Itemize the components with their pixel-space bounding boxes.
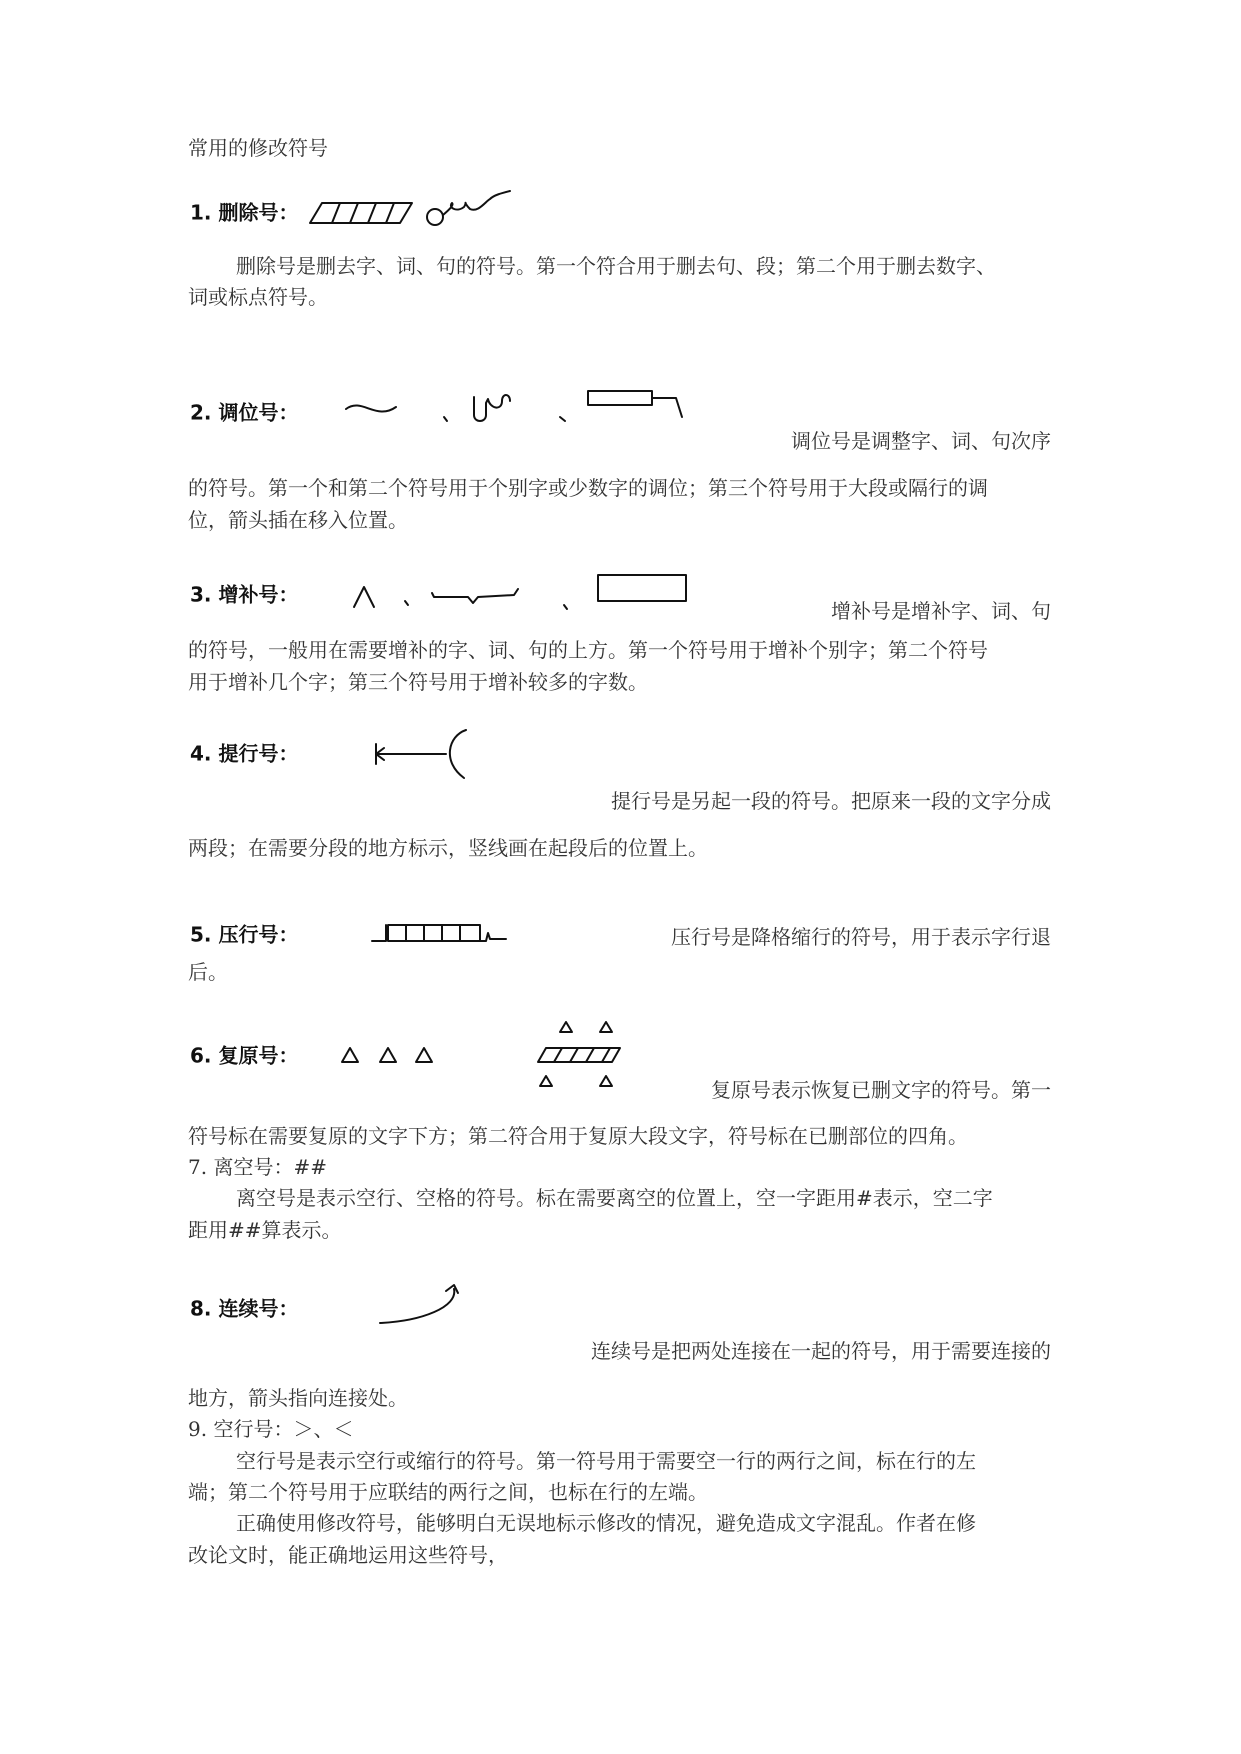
desc-line-space-1: 离空号是表示空行、空格的符号。标在需要离空的位置上，空一字距用#表示，空二字 — [236, 1186, 993, 1210]
symbol-label-delete: 1. 删除号： — [190, 200, 299, 225]
desc-line-delete-1: 删除号是删去字、词、句的符号。第一个符合用于删去句、段；第二个用于删去数字、 — [236, 254, 996, 278]
desc-line-indent-1: 压行号是降格缩行的符号，用于表示字行退 — [671, 925, 1051, 949]
desc-line-transpose-3: 位，箭头插在移入位置。 — [188, 508, 408, 532]
heading-blank-line-mark: 9. 空行号：＞、＜ — [188, 1417, 354, 1441]
symbol-figure-delete — [190, 181, 550, 241]
symbol-label-newline: 4. 提行号： — [190, 741, 299, 766]
desc-line-insert-2: 的符号，一般用在需要增补的字、词、句的上方。第一个符号用于增补个别字；第二个符号 — [188, 638, 988, 662]
restore-mark-icon — [190, 1010, 650, 1098]
delete-mark-icon — [190, 181, 550, 241]
symbol-figure-connect — [190, 1277, 490, 1337]
symbol-figure-insert — [190, 563, 710, 623]
desc-line-blank-line-2: 端；第二个符号用于应联结的两行之间，也标在行的左端。 — [188, 1480, 708, 1504]
desc-line-transpose-1: 调位号是调整字、词、句次序 — [791, 429, 1051, 453]
insert-mark-icon — [190, 563, 710, 623]
desc-line-insert-3: 用于增补几个字；第三个符号用于增补较多的字数。 — [188, 670, 648, 694]
desc-line-newline-1: 提行号是另起一段的符号。把原来一段的文字分成 — [611, 789, 1051, 813]
desc-line-restore-1: 复原号表示恢复已删文字的符号。第一 — [711, 1078, 1051, 1102]
symbol-label-insert: 3. 增补号： — [190, 582, 299, 607]
connect-mark-icon — [190, 1277, 490, 1337]
closing-line-2: 改论文时，能正确地运用这些符号， — [188, 1543, 508, 1567]
symbol-figure-transpose — [190, 381, 750, 441]
indent-mark-icon — [190, 903, 530, 963]
symbol-figure-restore — [190, 1010, 650, 1098]
page-title: 常用的修改符号 — [188, 136, 328, 160]
desc-line-space-2: 距用##算表示。 — [188, 1218, 342, 1242]
desc-line-connect-2: 地方，箭头指向连接处。 — [188, 1386, 408, 1410]
symbol-figure-newline — [190, 722, 490, 782]
desc-line-blank-line-1: 空行号是表示空行或缩行的符号。第一符号用于需要空一行的两行之间，标在行的左 — [236, 1449, 976, 1473]
heading-space-mark: 7. 离空号：## — [188, 1155, 327, 1179]
desc-line-insert-1: 增补号是增补字、词、句 — [831, 599, 1051, 623]
newline-mark-icon — [190, 722, 490, 782]
desc-line-transpose-2: 的符号。第一个和第二个符号用于个别字或少数字的调位；第三个符号用于大段或隔行的调 — [188, 476, 988, 500]
desc-line-delete-2: 词或标点符号。 — [188, 285, 328, 309]
symbol-label-indent: 5. 压行号： — [190, 922, 299, 947]
desc-line-connect-1: 连续号是把两处连接在一起的符号，用于需要连接的 — [591, 1339, 1051, 1363]
symbol-figure-indent — [190, 903, 530, 963]
closing-line-1: 正确使用修改符号，能够明白无误地标示修改的情况，避免造成文字混乱。作者在修 — [236, 1511, 976, 1535]
desc-line-indent-2: 后。 — [188, 960, 228, 984]
desc-line-restore-2: 符号标在需要复原的文字下方；第二符合用于复原大段文字，符号标在已删部位的四角。 — [188, 1124, 968, 1148]
symbol-label-restore: 6. 复原号： — [190, 1043, 299, 1068]
symbol-label-connect: 8. 连续号： — [190, 1296, 299, 1321]
symbol-label-transpose: 2. 调位号： — [190, 400, 299, 425]
transpose-mark-icon — [190, 381, 750, 441]
desc-line-newline-2: 两段；在需要分段的地方标示，竖线画在起段后的位置上。 — [188, 836, 708, 860]
